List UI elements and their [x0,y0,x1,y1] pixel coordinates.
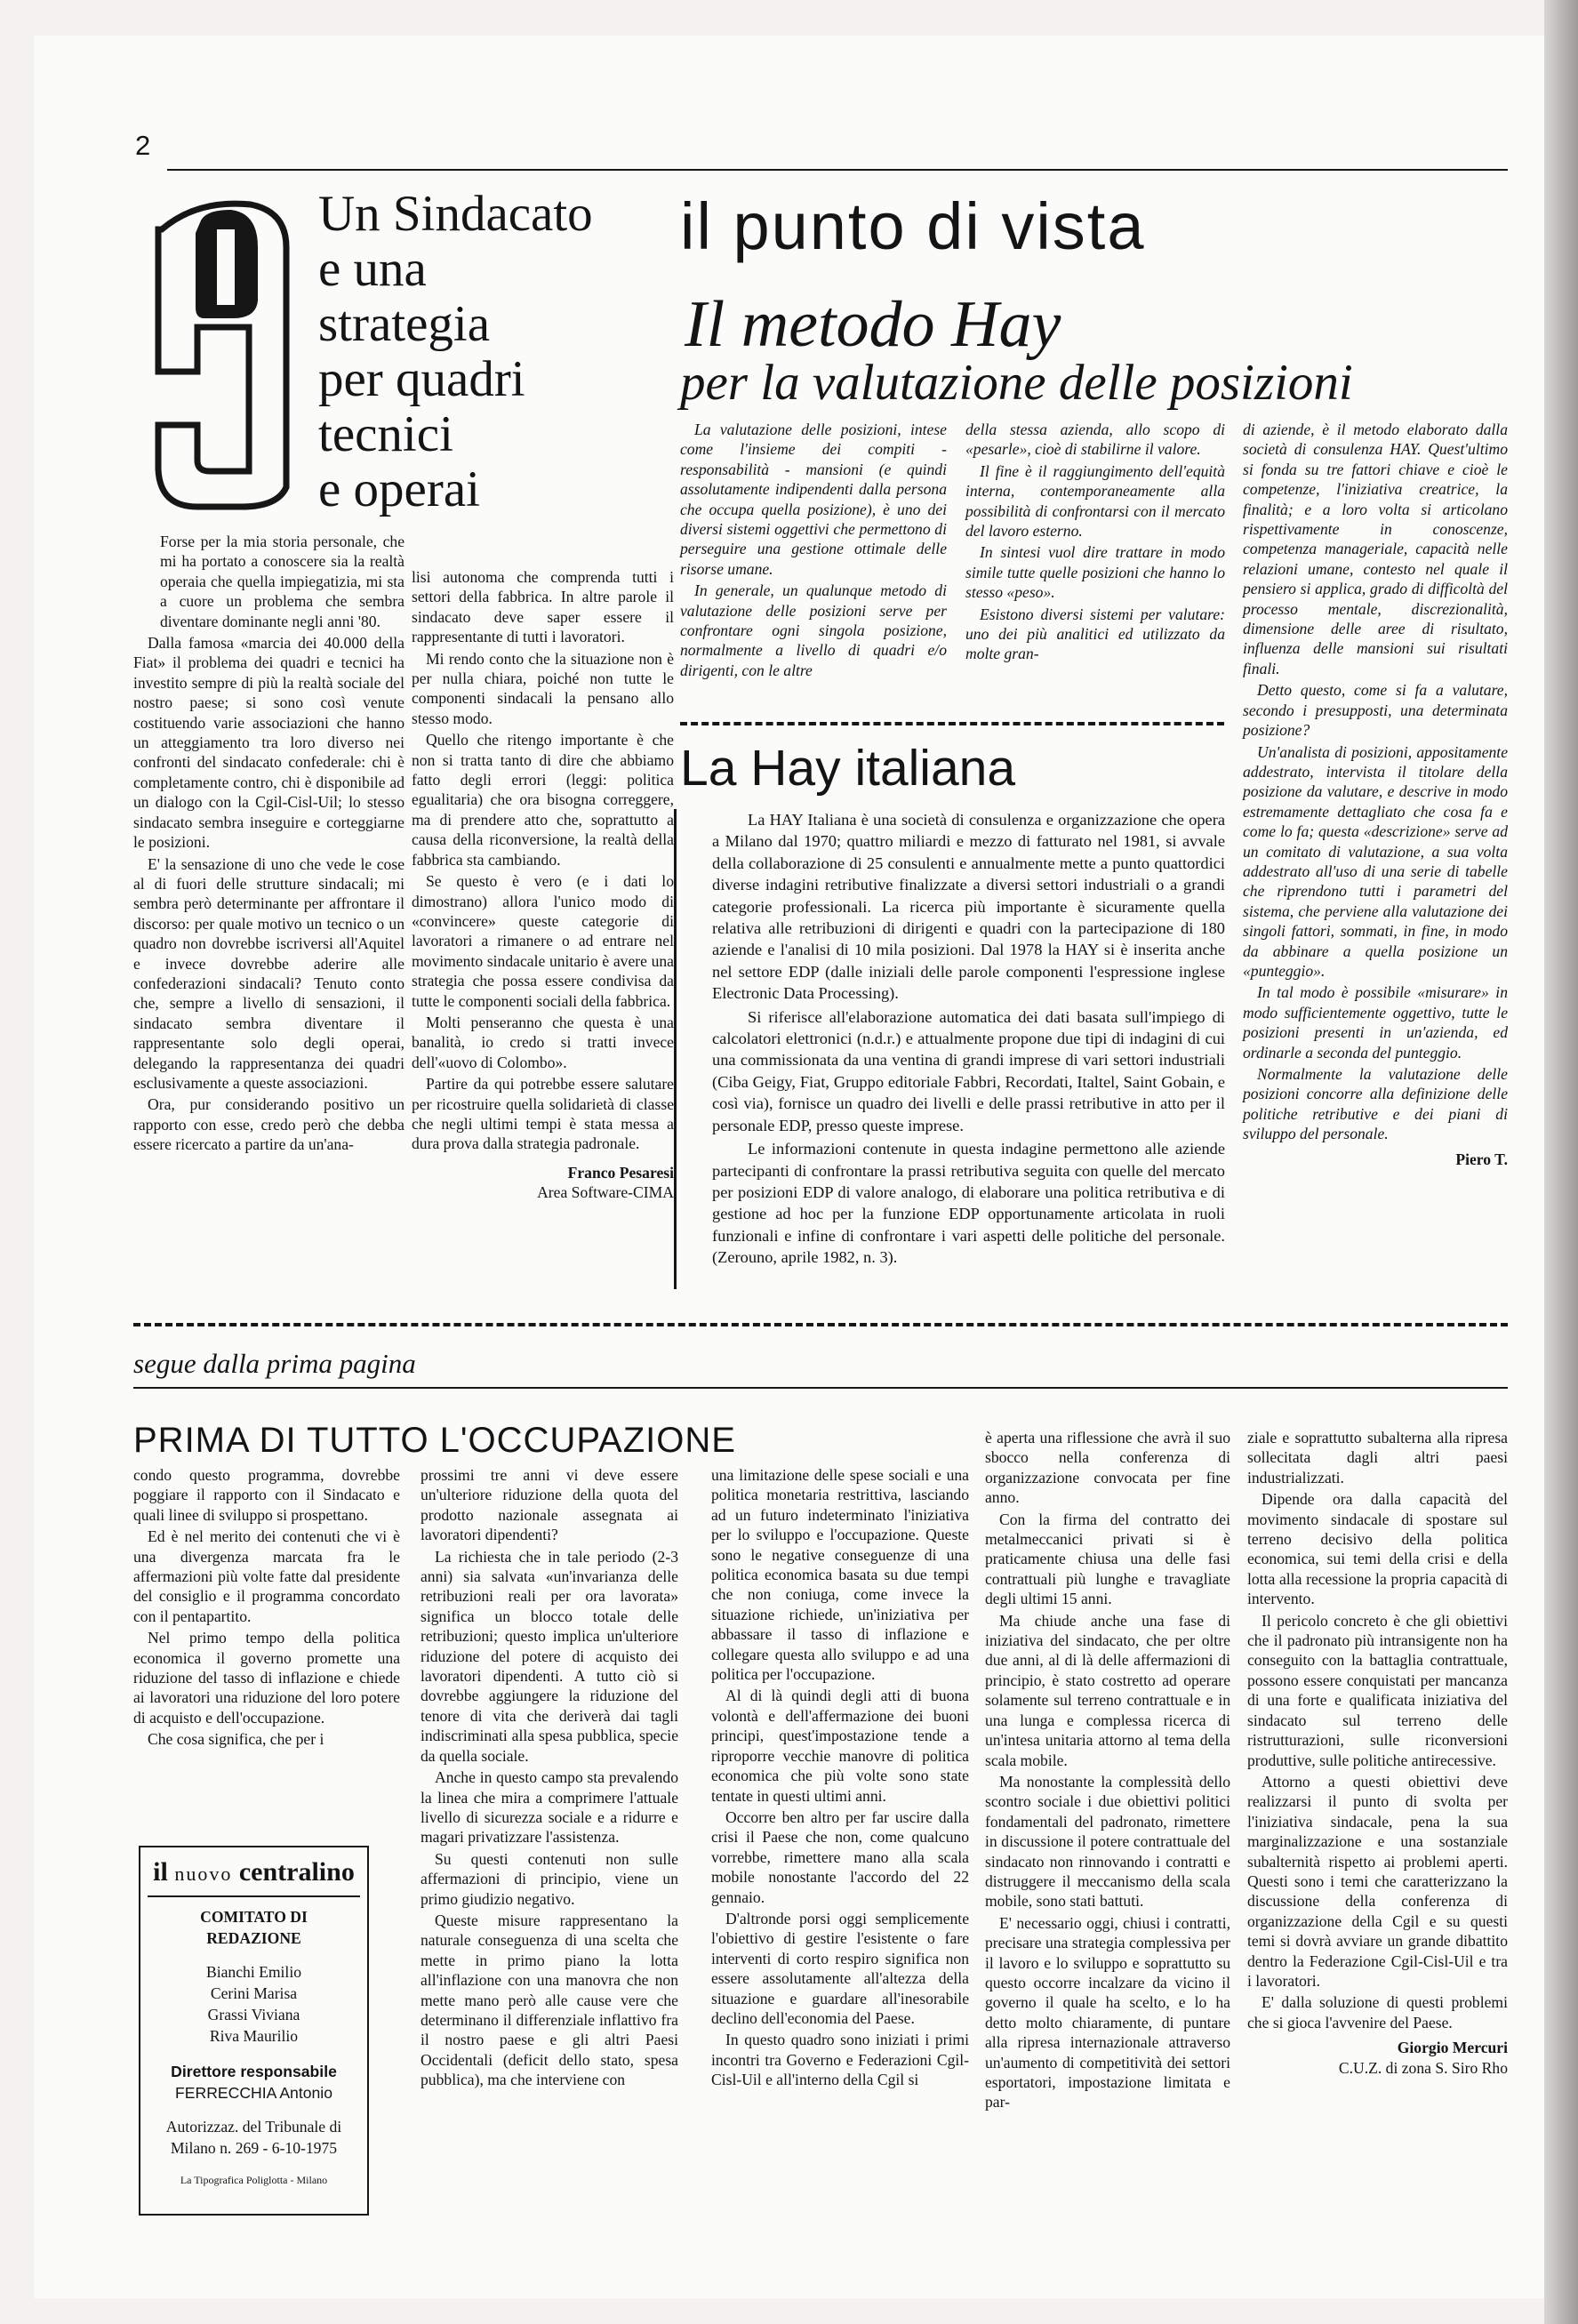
paragraph: La HAY Italiana è una società di consulenza e organizzazione che opera a Milano dal 1970; quattro miliardi e mezzo di fatturato nel 1981, si avvale della collaborazione di 25 consulenti e annualmente mette a punto quattordici diverse indagini retributive finalizzate a diversi settori industriali o a grandi categorie professionali. La ricerca più importante è sicuramente quella relativa alle retribuzioni di dirigenti e quadri con la partecipazione di 180 aziende e l'analisi di 10 mila posizioni. Dal 1978 la HAY si è inserita anche nel settore EDP (dalle iniziali delle parole componenti l'espressione inglese Electronic Data Processing). [712,811,1225,1003]
paragraph: Il pericolo concreto è che gli obiettivi che il padronato più intransigente non ha conseguito con la battaglia contrattuale, possono essere conquistati per mancanza di una forte e qualificata iniziativa del sindacato sul terreno delle ristrutturazioni, sulle riconversioni produttive, sulle politiche antirecessive. [1247,1611,1508,1769]
hay-body [712,809,1225,1270]
pdv-col2 [965,420,1225,666]
section-rule [133,1387,1508,1389]
paragraph: Attorno a questi obiettivi deve realizzarsi il punto di svolta per l'iniziativa sindacale, pena la sua marginalizzazione e una sostanziale subalternità rispetto ai problemi aperti. Questi sono i temi che caratterizzano la discussione della conferenza di organizzazione della Cgil e su questi temi si dovrà avviare un grande dibattito dentro la Federazione Cgil-Cisl-Uil e tra i lavoratori. [1247,1772,1508,1990]
dashed-separator [680,722,1224,725]
director-name: FERRECCHIA Antonio [175,2084,332,2102]
paragraph: è aperta una riflessione che avrà il suo sbocco nella conferenza di organizzazione convocata per fine anno. [985,1429,1230,1507]
author-role: Area Software-CIMA [537,1183,674,1202]
paragraph: Con la firma del contratto dei metalmeccanici privati si è praticamente chiusa una delle fasi contrattuali più lunghe e travagliate degli ultimi 15 anni. [985,1510,1230,1608]
kicker: il punto di vista [680,189,1146,263]
headline-line: Un Sindacato [318,186,593,242]
paragraph: Mi rendo conto che la situazione non è per nulla chiara, poiché non tutte le componenti sindacali la pensano allo stesso modo. [412,649,674,727]
article-title: Il metodo Hay [685,288,1061,361]
page-number: 2 [135,130,151,161]
prima-title: PRIMA DI TUTTO L'OCCUPAZIONE [133,1421,736,1460]
prima-col3 [711,1465,969,2092]
pdv-col3 [1243,420,1508,1169]
paragraph: Esistono diversi sistemi per valutare: uno dei più analitici ed utilizzato da molte gran- [965,605,1225,663]
segue-label: segue dalla prima pagina [133,1348,416,1379]
paragraph: E' dalla soluzione di questi problemi che si gioca l'avvenire del Paese. [1247,1993,1508,2031]
paragraph: In tal modo è possibile «misurare» in modo sufficientemente oggettivo, tutte le posizioni presenti in un'azienda, ed ordinarle a seconda del punteggio. [1243,983,1508,1062]
hay-side-rule [674,809,677,1289]
headline-line: tecnici [318,406,453,462]
paragraph: Normalmente la valutazione delle posizioni concorre alla definizione delle politiche retributive e dei piani di sviluppo del personale. [1243,1065,1508,1143]
committee-member: Grassi Viviana [207,2006,300,2023]
t-logo-icon [144,194,304,514]
paragraph: una limitazione delle spese sociali e una politica monetaria restrittiva, lasciando ad un futuro indeterminato l'iniziativa per lo sviluppo e l'occupazione. Queste sono le negative conseguenze di una politica economica basata su due tempi che non coniuga, come invece la situazione richiede, un'iniziativa per abbassare il tasso di inflazione e collegare questa allo sviluppo e ad una politica per l'occupazione. [711,1466,969,1684]
paragraph: Forse per la mia storia personale, che mi ha portato a conoscere sia la realtà operaia che quella impiegatizia, mi sta a cuore un problema che sembra diventare dominante negli anni '80. [160,533,405,630]
article-subtitle: per la valutazione delle posizioni [680,355,1353,411]
headline-line: e una [318,241,427,297]
top-rule [167,169,1508,171]
author-role: C.U.Z. di zona S. Siro Rho [1338,2058,1508,2077]
paragraph: ziale e soprattutto subalterna alla ripresa sollecitata dagli altri paesi industrializzati. [1247,1429,1508,1487]
paragraph: Che cosa significa, che per i [148,1730,324,1749]
page-edge-shadow [1544,0,1578,2324]
hay-title: La Hay italiana [680,740,1016,797]
left-headline [318,187,593,517]
paragraph: In sintesi vuol dire trattare in modo simile tutte quelle posizioni che hanno lo stesso «peso». [965,543,1225,602]
paragraph: Ora, pur considerando positivo un rapporto con esse, credo però che debba essere ricercato a partire da un'ana- [133,1095,405,1154]
paragraph: Se questo è vero (e i dati lo dimostrano) allora l'unico modo di «convincere» queste categorie di lavoratori a rimanere o ad entrare nel movimento sindacale unitario è avere una strategia che possa essere condivisa da tutte le componenti sociali della fabbrica. [412,872,674,1010]
masthead-title [148,1847,360,1897]
prima-col5 [1247,1428,1508,2078]
paragraph: Anche in questo campo sta prevalendo la linea che mira a comprimere l'attuale livello di sicurezza sociale e a ridurre e magari privatizzare l'assistenza. [421,1768,678,1847]
paragraph: Partire da qui potrebbe essere salutare per ricostruire quella solidarietà di classe che negli ultimi tempi è stata messa a dura prova dalla strategia padronale. [412,1075,674,1153]
committee-member: Riva Maurilio [209,2027,299,2045]
headline-line: strategia [318,296,491,352]
author-name: Franco Pesaresi [567,1163,674,1182]
left-article-col2 [412,567,674,1203]
paragraph: D'altronde porsi oggi semplicemente l'obiettivo di gestire l'esistente o fare interventi di corto respiro significa non essere assolutamente all'altezza della situazione e guardare all'inesorabile declino dell'economia del Paese. [711,1909,969,2027]
paragraph: In generale, un qualunque metodo di valutazione delle posizioni serve per confrontare ogni singola posizione, normalmente a livello di quadri e/o dirigenti, con le altre [680,581,947,679]
director-title: Direttore responsabile [171,2063,337,2080]
paragraph: Il fine è il raggiungimento dell'equità interna, contemporaneamente alla possibilità di confrontarsi con il mercato del lavoro esterno. [965,461,1225,541]
headline-line: e operai [318,461,480,517]
masthead-centralino: centralino [238,1857,355,1887]
prima-col2 [421,1465,678,2092]
paragraph: Si riferisce all'elaborazione automatica dei dati basata sull'impiego di calcolatori elettronici (n.d.r.) e attualmente propone due tipi di indagini di cui una commissionata da una ventina di grandi imprese di vari settori industriali (Ciba Geigy, Fiat, Gruppo editoriale Fabbri, Recordati, Italtel, Saint Gobain, e così via), fornisce un quadro dei livelli e delle prassi retributive in atto per il personale EDP, presso queste imprese. [712,1007,1225,1134]
committee-member: Cerini Marisa [210,1984,298,2002]
author-name: Piero T. [1455,1150,1508,1168]
newspaper-page [34,36,1545,2298]
paragraph: Nel primo tempo della politica economica il governo promette una riduzione del tasso di inflazione e chiede ai lavoratori una riduzione del loro potere di acquisto e dell'occupazione. [133,1629,400,1727]
paragraph: della stessa azienda, allo scopo di «pesarle», cioè di stabilirne il valore. [965,421,1225,459]
paragraph: Dipende ora dalla capacità del movimento sindacale di spostare sul terreno decisivo della politica economica, sui temi della crisi e della lotta alla recessione la propria capacità di intervento. [1247,1490,1508,1608]
pdv-col1 [680,420,947,682]
paragraph: La richiesta che in tale periodo (2-3 anni) sia salvata «un'invarianza delle retribuzioni reali per ora lavorata» significa un blocco totale delle retribuzioni; questo implica un'ulteriore riduzione del potere di acquisto dei lavoratori dipendenti. A tutto ciò si dovrebbe aggiungere la riduzione del tenore di vita che deriverà dai tagli indiscriminati alla spesa pubblica, specie da quella sociale. [421,1547,678,1765]
paragraph: lisi autonoma che comprenda tutti i settori della fabbrica. In altre parole il sindacato deve saper essere il rappresentante di tutti i lavoratori. [412,568,674,646]
paragraph: Quello che ritengo importante è che non si tratta tanto di dire che abbiamo fatto degli errori (leggi: politica egualitaria) che ora bisogna correggere, ma di prendere atto che, soprattutto a causa della riconversione, la realtà della fabbrica sta cambiando. [412,731,674,869]
committee-member: Bianchi Emilio [205,1963,301,1981]
paragraph: Queste misure rappresentano la naturale conseguenza di una scelta che mette in primo piano la lotta all'inflazione con una manovra che non mette mano però alle cause vere che determinano il differenziale inflattivo fra il nostro paese e gli altri Paesi Occidentali (deficit dello stato, spesa pubblica), ma che interviene con [421,1911,678,2089]
left-article-col1 [133,532,405,1157]
dashed-separator [133,1323,1508,1326]
paragraph: Ed è nel merito dei contenuti che vi è una divergenza marcata fra le affermazioni più volte fatte dal presidente del consiglio e il programma concordato con il pentapartito. [133,1527,400,1625]
committee-title: COMITATO DI REDAZIONE [200,1908,308,1947]
paragraph: Molti penseranno che questa è una banalità, io credo si tratti invece dell'«uovo di Colombo». [412,1013,674,1071]
paragraph: condo questo programma, dovrebbe poggiare il rapporto con il Sindacato e quali linee di sviluppo si prospettano. [133,1466,400,1524]
paragraph: Un'analista di posizioni, appositamente addestrato, intervista il titolare della posizione da valutare, e descrive in modo estremamente dettagliato che cosa fa e come lo fa; questa «descrizione» serve ad un comitato di valutazione, a sua volta addestrato all'uso di una serie di tabelle che riprendono tutti i parametri del sistema, che pervienе alla valutazione dei singoli fattori, sommati, in fine, in modo da abbinare a quella posizione un «punteggio». [1243,742,1508,980]
headline-line: per quadri [318,351,525,407]
prima-col1 [133,1465,400,1751]
paragraph: E' la sensazione di uno che vede le cose al di fuori delle strutture sindacali; mi sembra però determinante per affrontare il discorso: per quale motivo un tecnico o un quadro non dovrebbe iscriversi all'Aquitel e invece dovrebbe aderire alle confederazioni sindacali? Tenuto conto che, sempre a livello di sensazioni, il sindacato sembra diventare il rappresentante solo degli operai, delegando la rappresentanza dei quadri esclusivamente a queste associazioni. [133,854,405,1092]
paragraph: Dalla famosa «marcia dei 40.000 della Fiat» il problema dei quadri e tecnici ha investito sempre di più la realtà sociale del nostro paese; si sono così venute costituendo varie associazioni che hanno un atteggiamento tra loro diverso nei confronti del sindacato confederale: chi è completamente contro, chi è disponibile ad un dialogo con la Cgil-Cisl-Uil; lo stesso sindacato sembra inseguire e corteggiarne le posizioni. [133,634,405,852]
printer: La Tipografica Poliglotta - Milano [180,2174,328,2186]
paragraph: Detto questo, come si fa a valutare, secondo i presupposti, una determinata posizione? [1243,681,1508,740]
paragraph: Ma chiude anche una fase di iniziativa del sindacato, che per oltre due anni, al di là delle affermazioni di principio, è stato costretto ad operare solamente sul terreno contrattuale e in una lunga e complessa ricerca di un'intesa unitaria attorno al tema della scala mobile. [985,1611,1230,1769]
masthead-nuovo: nuovo [174,1863,233,1885]
paragraph: E' necessario oggi, chiusi i contratti, precisare una strategia complessiva per il lavoro e lo sviluppo e soprattutto su questo occorre incalzare da vicino il governo il quale ha scelto, e lo ha detto molto chiaramente, di puntare alla ripresa internazionale attraverso un'aumento di competitività dei settori esportatori, impostazione limitata e par- [985,1913,1230,2112]
paragraph: Ma nonostante la complessità dello scontro sociale i due obiettivi politici fondamentali del padronato, rimettere in discussione il potere contrattuale del sindacato non rinnovando i contratti e distruggere il meccanismo della scala mobile, sono stati battuti. [985,1772,1230,1911]
paragraph: Occorre ben altro per far uscire dalla crisi il Paese che non, come qualcuno vorrebbe, rimettere mano alla scala mobile nonostante l'accordo del 22 gennaio. [711,1807,969,1906]
paragraph: prossimi tre anni vi deve essere un'ulteriore riduzione della quota del prodotto nazionale assegnata ai lavoratori dipendenti? [421,1466,678,1544]
masthead-box [139,1846,369,2216]
author-name: Giorgio Mercuri [1397,2039,1508,2057]
paragraph: La valutazione delle posizioni, intese come l'insieme dei compiti - responsabilità - mansioni (e quindi assolutamente indipendenti dalla persona che occupa quella posizione), è uno dei diversi sistemi oggettivi che permettono di perseguire una gestione ottimale delle risorse umane. [680,421,947,578]
paragraph: Su questi contenuti non sulle affermazioni di principio, viene un primo giudizio negativo. [421,1849,678,1908]
paragraph: In questo quadro sono iniziati i primi incontri tra Governo e Federazioni Cgil-Cisl-Uil e all'interno della Cgil si [711,2031,969,2089]
authorization: Autorizzaz. del Tribunale di Milano n. 269 - 6-10-1975 [165,2118,342,2157]
masthead-il: il [153,1857,168,1887]
paragraph: Al di là quindi degli atti di buona volontà e dell'affermazione dei buoni principi, quest'impostazione tende a riproporre vecchie manovre di politica economica che più volte sono state tentate in questi ultimi anni. [711,1687,969,1805]
paragraph: Le informazioni contenute in questa indagine permettono alle aziende partecipanti di confrontare la prassi retributiva seguita con quelle del mercato per posizioni EDP di valore analogo, di elaborare una politica retributiva e di gestione ad hoc per la funzione EDP opportunamente articolata in ruoli funzionali e infine di confrontare i vari aspetti delle politiche del personale. (Zerouno, aprile 1982, n. 3). [712,1140,1225,1267]
prima-col4 [985,1428,1230,2114]
paragraph: di aziende, è il metodo elaborato dalla società di consulenza HAY. Quest'ultimo si fonda su tre fattori chiave e cioè le competenze, l'iniziativa creatrice, la finalità; e a loro volta si articolano rispettivamente in conoscenze, competenza manageriale, capacità nelle relazioni umane, contesto nel quale il pensiero si applica, grado di difficoltà del processo mentale, discrezionalità, dimensione delle aree di risultato, influenza delle mansioni sui risultati finali. [1243,421,1508,677]
